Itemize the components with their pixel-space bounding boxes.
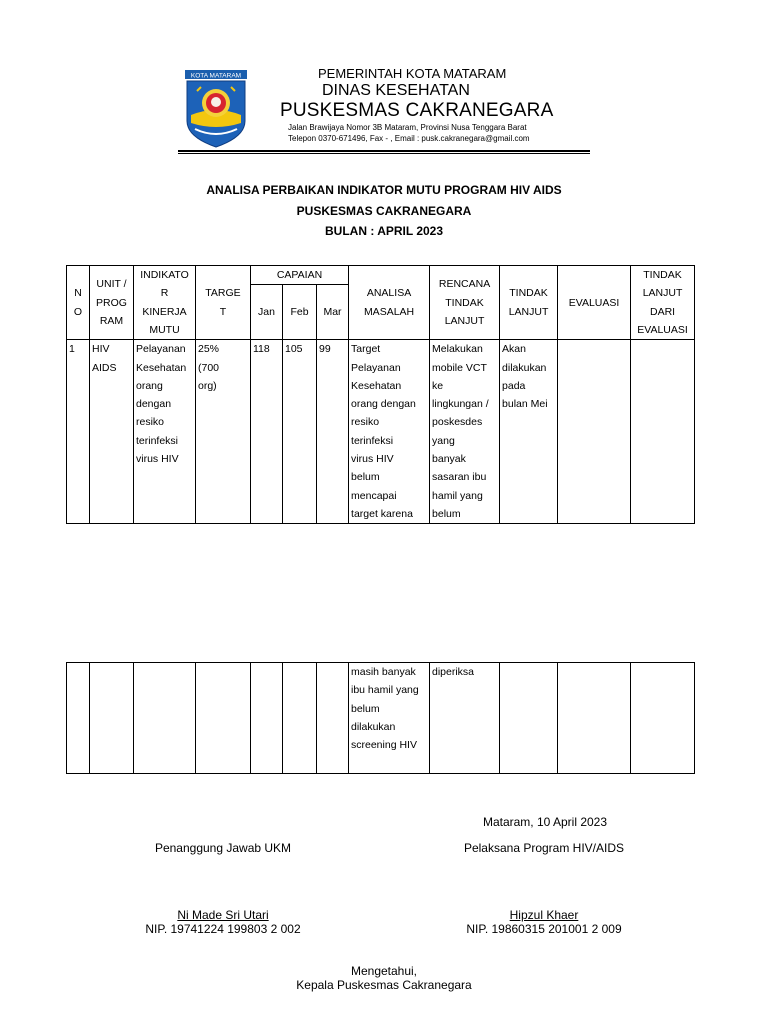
right-signer-name: Hipzul Khaer	[509, 908, 579, 922]
header-no: N O	[67, 266, 90, 340]
header-analisa: ANALISA MASALAH	[349, 266, 430, 340]
institution-name: PUSKESMAS CAKRANEGARA	[280, 100, 554, 121]
table-row	[67, 663, 695, 774]
cell-no: 1	[67, 340, 90, 524]
cell-target: 25% (700 org)	[196, 340, 251, 524]
left-signer-nip: NIP. 19741224 199803 2 002	[145, 922, 301, 936]
cell-jan: 118	[251, 340, 283, 524]
left-signer-name: Ni Made Sri Utari	[177, 908, 269, 922]
cont-cell-analisa: masih banyak ibu hamil yang belum dilakukan screening HIV	[349, 663, 430, 774]
table-row	[67, 340, 695, 524]
header-month-feb: Feb	[283, 285, 317, 340]
logo-text: KOTA MATARAM	[190, 72, 242, 80]
header-rencana: RENCANA TINDAK LANJUT	[430, 266, 500, 340]
header-unit-program: UNIT / PROG RAM	[90, 266, 134, 340]
cont-cell-unit	[90, 663, 134, 774]
cell-unit: HIV AIDS	[90, 340, 134, 524]
header-month-jan: Jan	[251, 285, 283, 340]
acknowledgement-role: Kepala Puskesmas Cakranegara	[296, 978, 472, 992]
cell-mar: 99	[317, 340, 349, 524]
indicator-table	[66, 265, 695, 524]
cont-cell-no	[67, 663, 90, 774]
header-target: TARGE T	[196, 266, 251, 340]
cont-cell-tindak-lanjut-evaluasi	[631, 663, 695, 774]
agency-name: DINAS KESEHATAN	[322, 82, 470, 99]
cell-evaluasi	[558, 340, 631, 524]
acknowledgement-label: Mengetahui,	[350, 964, 418, 978]
cont-cell-rencana: diperiksa	[430, 663, 500, 774]
address-line: Jalan Brawijaya Nomor 3B Mataram, Provinsi Nusa Tenggara Barat	[288, 123, 527, 132]
header-month-mar: Mar	[317, 285, 349, 340]
header-tindak-lanjut: TINDAK LANJUT	[500, 266, 558, 340]
continuation-table	[66, 662, 695, 774]
cont-cell-target	[196, 663, 251, 774]
header-evaluasi: EVALUASI	[558, 266, 631, 340]
place-date: Mataram, 10 April 2023	[482, 815, 608, 829]
cont-cell-mar	[317, 663, 349, 774]
header-tindak-lanjut-evaluasi: TINDAK LANJUT DARI EVALUASI	[631, 266, 695, 340]
cont-cell-evaluasi	[558, 663, 631, 774]
cont-cell-indikator	[134, 663, 196, 774]
government-name: PEMERINTAH KOTA MATARAM	[318, 66, 507, 81]
cont-cell-tindak-lanjut	[500, 663, 558, 774]
cell-indikator: Pelayanan Kesehatan orang dengan resiko terinfeksi virus HIV	[134, 340, 196, 524]
letterhead-divider	[178, 150, 590, 154]
cont-cell-feb	[283, 663, 317, 774]
cell-analisa: Target Pelayanan Kesehatan orang dengan resiko terinfeksi virus HIV belum mencapai target karena	[349, 340, 430, 524]
cont-cell-jan	[251, 663, 283, 774]
document-subtitle: PUSKESMAS CAKRANEGARA	[296, 204, 472, 218]
left-signer-role: Penanggung Jawab UKM	[154, 841, 292, 855]
letterhead	[280, 66, 600, 144]
header-capaian: CAPAIAN	[251, 266, 349, 285]
cell-rencana: Melakukan mobile VCT ke lingkungan / poskesdes yang banyak sasaran ibu hamil yang belum	[430, 340, 500, 524]
right-signer-role: Pelaksana Program HIV/AIDS	[463, 841, 625, 855]
contact-line: Telepon 0370-671496, Fax - , Email : pusk.cakranegara@gmail.com	[288, 134, 530, 143]
document-title: ANALISA PERBAIKAN INDIKATOR MUTU PROGRAM HIV AIDS	[206, 183, 562, 197]
document-period: BULAN : APRIL 2023	[324, 224, 444, 238]
cell-tindak-lanjut: Akan dilakukan pada bulan Mei	[500, 340, 558, 524]
cell-feb: 105	[283, 340, 317, 524]
header-indikator: INDIKATO R KINERJA MUTU	[134, 266, 196, 340]
city-emblem-logo	[183, 69, 249, 149]
cell-tindak-lanjut-evaluasi	[631, 340, 695, 524]
right-signer-nip: NIP. 19860315 201001 2 009	[466, 922, 622, 936]
